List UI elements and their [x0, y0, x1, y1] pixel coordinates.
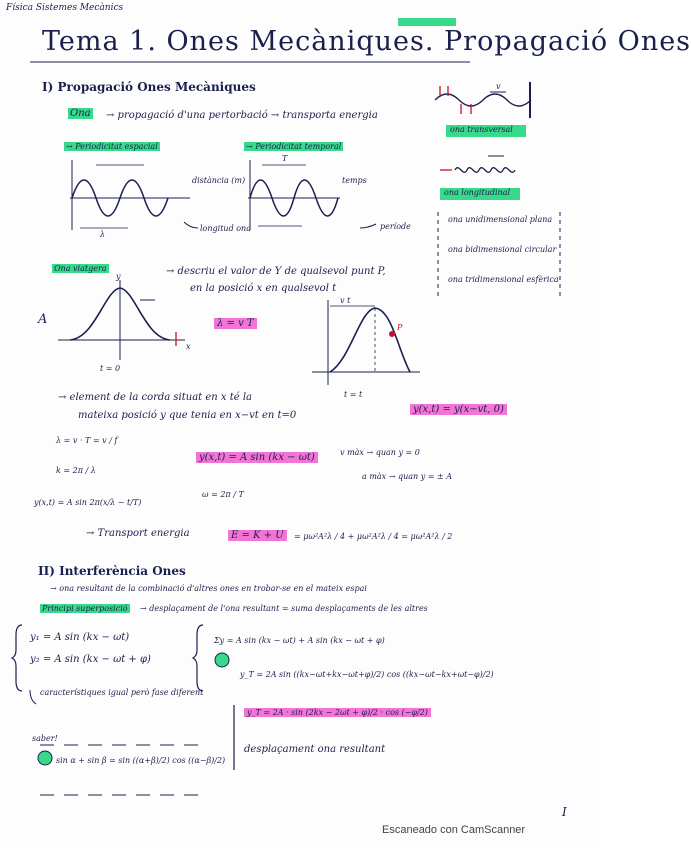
y-sin-equation: y(x,t) = A sin 2π(x/λ − t/T) — [34, 498, 142, 507]
yxt-box: y(x,t) = y(x−vt, 0) — [410, 404, 507, 415]
vt-label: v t — [340, 296, 351, 305]
amplitude-label: A — [38, 312, 48, 327]
yt-expression: y_T = 2A sin ((kx−ωt+kx−ωt+φ)/2) cos ((kx−ωt−kx+ωt−φ)/2) — [240, 670, 494, 679]
energy-box: E = K + U — [228, 530, 287, 541]
period-label: període — [380, 222, 411, 231]
ona-viatgera-label: Ona viatgera — [54, 264, 107, 273]
periodicitat-temporal: → Periodicitat temporal — [246, 142, 342, 151]
lambda-vt-box: λ = v T — [214, 318, 257, 329]
velocity-label: v — [496, 82, 501, 91]
sum-y-equation: Σy = A sin (kx − ωt) + A sin (kx − ωt + φ) — [214, 636, 385, 645]
element-text-1: → element de la corda situat en x té la — [58, 392, 252, 403]
ona-viatgera-def-1: → descriu el valor de Y de qualsevol punt P, — [166, 266, 386, 277]
x-axis-label: x — [186, 342, 191, 351]
section-heading-1: I) Propagació Ones Mecàniques — [42, 80, 256, 94]
page-title: Tema 1. Ones Mecàniques. Propagació Ones — [42, 26, 691, 57]
y-sin-box: y(x,t) = A sin (kx − ωt) — [196, 452, 318, 463]
k-equation: k = 2π / λ — [56, 466, 96, 475]
yt-box: y_T = 2A · sin (2kx − 2ωt + φ)/2 · cos (−φ/2) — [244, 708, 431, 717]
wavelength-label: longitud ona — [200, 224, 251, 233]
energy-equation: = μω²A²λ / 4 + μω²A²λ / 4 = μω²A²λ / 2 — [294, 532, 453, 541]
point-p-label: P — [397, 323, 403, 332]
longitudinal-label: ona longitudinal — [444, 188, 511, 197]
page-number: I — [562, 805, 567, 819]
saber-note: saber! — [32, 734, 58, 743]
type-bidimensional: ona bidimensional circular — [448, 245, 557, 254]
t-zero-label: t = 0 — [100, 364, 121, 373]
vmax-note: v màx → quan y = 0 — [340, 448, 420, 457]
principi-label: Principi superposició — [42, 604, 128, 613]
y-axis-label: y — [116, 272, 121, 281]
desplacament-note: desplaçament ona resultant — [244, 744, 386, 755]
interference-definition: → ona resultant de la combinació d'altres ones en trobar-se en el mateix espai — [50, 584, 367, 593]
omega-equation: ω = 2π / T — [202, 490, 244, 499]
lambda-symbol: λ — [100, 230, 106, 239]
transversal-label: ona transversal — [450, 125, 513, 134]
highlight-mark — [398, 18, 456, 26]
type-unidimensional: ona unidimensional plana — [448, 215, 553, 224]
ona-definition: → propagació d'una pertorbació → transporta energia — [106, 110, 378, 121]
t-t-label: t = t — [344, 390, 363, 399]
caracteristiques-note: característiques igual però fase diferent — [40, 688, 204, 697]
ona-viatgera-def-2: en la posició x en qualsevol t — [190, 283, 337, 294]
trig-identity: sin α + sin β = sin ((α+β)/2) cos ((α−β)/2) — [56, 756, 226, 765]
distance-axis-label: distància (m) — [192, 176, 246, 185]
amax-note: a màx → quan y = ± A — [362, 472, 453, 481]
type-tridimensional: ona tridimensional esfèrica — [448, 275, 559, 284]
subject-label: Física Sistemes Mecànics — [6, 3, 124, 13]
principi-definition: → desplaçament de l'ona resultant = suma desplaçaments de les altres — [140, 604, 428, 613]
element-text-2: mateixa posició y que tenia en x−vt en t=0 — [78, 410, 297, 421]
y2-equation: y₂ = A sin (kx − ωt + φ) — [30, 654, 151, 665]
scanner-watermark: Escaneado con CamScanner — [382, 824, 526, 836]
time-axis-label: temps — [342, 176, 367, 185]
period-symbol: T — [282, 154, 288, 163]
lambda-equation: λ = v · T = v / f — [56, 436, 118, 445]
ona-label: Ona — [70, 108, 91, 119]
section-heading-2: II) Interferència Ones — [38, 564, 186, 578]
transport-energy: → Transport energia — [86, 528, 190, 539]
periodicitat-espacial: → Periodicitat espacial — [66, 142, 158, 151]
y1-equation: y₁ = A sin (kx − ωt) — [30, 632, 130, 643]
